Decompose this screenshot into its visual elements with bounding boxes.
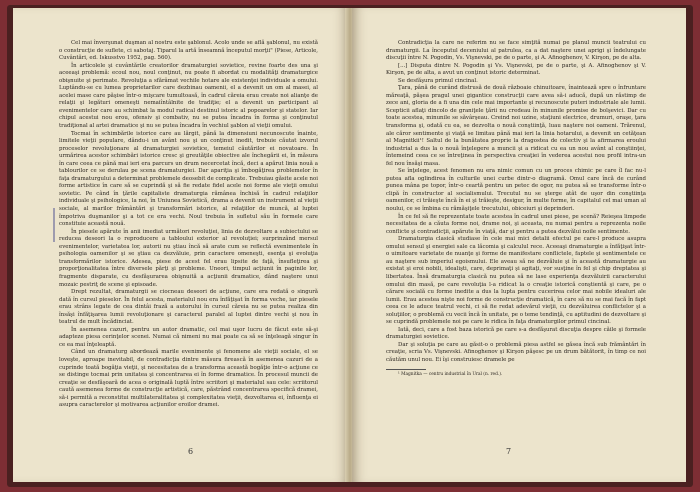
left-page xyxy=(13,8,348,482)
paragraph: Când un dramaturg abordează marile evenimente şi fenomene ale vieţii sociale, el se loveşte, aproape inevitabil, de contradicţia dintre măsura firească în asemenea cazuri de a cuprinde toată bogăţia vieţii, şi necesitatea de a transforma această bogăţie într-o acţiune ce se distinge tocmai prin unitatea şi concentrarea ei în forme dramatice. În procesul muncii de creaţie se desfăşoară de acea o originală luptă între scriitori şi materialul sau cele: scriitorul caută asemenea forme de construcţie artistică, care, păstrând concentrarea specifică dramei, să-i permită a reconstitui multilateralitatea şi complexitatea vieţii, dezvoltarea ei, înfluenţa ei asupra caracterelor şi motivarea acţiunilor eroilor dramei. xyxy=(59,349,318,409)
paragraph: Dar şi soluţia pe care au găsit-o o problemă piesa astfel se găsea încă sub frământări în creaţie, scria Vs. Vişnevski. Afinoghenov şi Kirşon păşesc pe un drum bătătorit, în timp ce noi căutăm unul nou. Ei îşi construiesc dramele pe xyxy=(386,341,646,363)
right-page xyxy=(352,8,686,482)
open-book xyxy=(7,5,693,487)
paragraph: Dramaturgia clasică studiase în cele mai mici detalii efectul pe care-l produce asupra omului sensul şi energiei sale ca lăcomia şi calculul rece. Aceeaşi dramaturgie a înfăţişat într-o uimitoare varietate de nuanţe şi forme de manifestare conflictele, faptele şi sentimentele ce au naştere sub imperiul egoismului. Ele aveau să ne dezvăluie şi în această dramaturgie au existat şi eroi nobili, idealişti, care, deprimaţi şi agitaţi, vor susţine în fel şi chip dreptatea şi libertatea. Însă dramaturgia clasică nu putea să ne lase experienţa dezvăluirii caracterului omului din masă, pe care revoluţia l-a ridicat la o creaţie istorică conştientă şi care, pe o cărare socială cu forme inedite a dus la lupta pentru cucerirea celor mai nobile idealuri ale lumii. Erau acestea nişte noi forme de construcţie dramatică, în care să nu se mai facă în fapt ceea ce le aduce teatrul vechi, ci să fie redat adevărul vieţii, cu dezvăluirea conflictelor şi a soluţiilor, o problemă cu vecii încă în unitate, pe o teme tendinţă, cu aptitudini de dezvoltare şi se cuprindă problemele noi pe care le ridica în faţa dramaturgilor primul cincinal. xyxy=(386,236,646,326)
paragraph: Tocmai în schimbările istorice care au lărgit, până la dimensiuni necunoscute înainte, limitele vieţii populare, dându-i un avânt nou şi un conţinut inedit, trebuie căutat izvorul proceselor revoluţionare al dramaturgiei sovietice, temeiul căutărilor ei novatoare. În urmărirea acestor schimbări istorice cresc şi greutăţile obiective ale închegării ei, în măsura în care ceea ce până mai ieri era parcurs un drum necercetat încă, deci a apărut linia nouă a tablourilor ce se derulau pe scena dramaturgiei. Dar apariţia şi îmbogăţirea problemelor în faţa dramaturgului a determinat problemele deosebit de complicate. Trebuiau găsite acele noi forme artistice în care să se cuprindă şi să fie redate fidel acele noi forme ale vieţii omului sovietic. Pe când în ţările capitaliste dramaturgia rămânea închisă în cadrul relaţiilor individuale şi psihologice, la noi, în Uniunea Sovietică, drama a devenit un instrument al vieţii sociale, al marilor frământări şi transformări istorice, al relaţiilor de muncă, al luptei împotriva duşmanilor şi a tot ce era vechi. Noul trebuia în sufletul său în formele care constituie această nouă. xyxy=(59,130,318,228)
paragraph: [...] Disputa dintre N. Pogodin şi Vs. Vişnevski, pe de o parte, şi A. Afinoghenov şi V. Kirşon, pe de alta, a avut un conţinut istoric determinat. xyxy=(386,62,646,77)
paragraph: În piesele apărute în anii imediat următori revoluţiei, linia de dezvoltare a subiectului se reducea deseori la o reproducere a tabloului exterior al revoluţiei; surprinzând mersul evenimentelor, varietatea lor, autorii nu ştiau încă să arate cum se reflectă evenimentele în psihologia oamenilor şi se ştiau ca dezvăluie, prin caractere omeneşti, esenţa şi evoluţia transformărilor istorice. Adesea, piese de acest fel erau lipsite de faţă, însufleţirea şi proporţionalitatea între diversele părţi şi probleme. Uneori, timpul acţiunii în paginile lor, fragmente disparate, cu desfăşurarea obişnuită a acţiunii dramatice, dând naştere unui mozaic pestriţ de scene şi episoade. xyxy=(59,228,318,288)
footnote: ¹ Magnitka — centru industrial în Ural (n. red.). xyxy=(398,371,503,377)
paragraph: În articolele şi cuvântările creatorilor dramaturgiei sovietice, revine foarte des una şi aceeaşi problemă: ecoul nou, noul conţinut, nu poate fi abordat cu modalităţi dramaturgice obişnuite şi perimate. Revoluţia a sfărâmat vechile hotare ale existenţei individuale a omului. Luptându-se cu lumea proprietarilor care dezbinau oamenii, el a devenit un om al masei, al acelei mase care păşise într-o mişcare tumultoasă, în cadrul căreia erau create noi alianţe de relaţii şi legături omeneşti nemaiîntâlnite de tradiţie; el a devenit un participant al evenimentelor care au schimbat la modul radical destinul istoric al popoarelor şi statelor. Iar chipul acestui nou erou, ofensiv şi combativ, nu se putea încadra în forma şi conţinutul tradiţional al artei dramatice şi nu se putea încadra în vechiul şablon al vieţii omului. xyxy=(59,62,318,130)
paragraph: Drept rezultat, dramaturgii se ciocneau deseori de acţiune, care era redată o singură dată în cursul pieselor. În felul acesta, materialul nou era înfăţişat în forma veche, iar piesele erau strâns legate de cea dintâi frază a autorului în cursul căreia nu se putea realiza din însăşi înfăţişarea lumii revoluţionare şi caracterul paralel al luptei dintre vechi şi nou în teatrul de mult încădinciat. xyxy=(59,289,318,326)
paragraph: Se înţelege, acest fenomen nu era nimic comun cu un proces chimic pe care îl fac nu-l putea afla oglindirea în culturile unei curbe dintr-o diagramă. Omul care încă de curând punea mâna pe topor, într-o ceartă pentru un petec de ogor, nu putea să se transforme într-o clipă în constructor al socialismului. Trecutul nu se şterge atât de uşor din conştiinţa oamenilor, ci trăieşte încă în ei şi trăieşte, desigur, în multe forme, în capitalul cel mai uman al noului, ce se îmbina cu rămăşiţele trecutului, obiceiuri şi deprinderi. xyxy=(386,168,646,213)
paragraph: Ţara, până de curând distrusă de două războaie chinuitoare, înaintează spre o înfruntare măreaţă, păşea pragul unei gigantice construcţii care avea să-i aducă, după un răstimp de zece ani, gloria de a fi una din cele mai importante şi recunoscute puteri industriale ale lumii. Scepticii aflaţi dincolo de graniţele ţării nu credeau în minunile promise de bolşevici. Dar cu toate acestea, minunile se săvârşeau. Creind noi uzine, staţiuni electrice, drumuri, oraşe, ţara transforma şi, odată cu ea, se dezvolta o nouă conştiinţă, luau naştere noi oameni. Trărenul, ale căror sentimente şi viaţă se limitau până mai ieri la linia hotarului, a devenit un cetăţean al Magnitkii¹! Saltul de la bunătatea proprie la dragostea de colectiv şi la afirmarea eroului industrial a dus la o nouă înţelegere a muncii şi a ridicat cu ea un nou avânt al conştiinţei, întemeind ceea ce se întreţinea în perspectiva creaţiei în vederea acestui nou profil intra-un fel nou însăşi masa. xyxy=(386,85,646,167)
paragraph: În ce fel să fie reprezentate toate acestea în cadrul unei piese, pe scenă? Reieşea limpede necesitatea de a căuta forme noi, drame noi, şi aceasta, nu numai pentru a reprezenta noile conflicte şi contradicţii, apărute în viaţă, dar şi pentru a putea dezvălui noile sentimente. xyxy=(386,213,646,235)
paragraph: Cel mai înverşunat duşman al nostru este şablonul. Acolo unde se află şablonul, nu există o construcţie de suflete, ci sabotaj. Tiparul la artă înseamnă începutul morţii" (Piese, Articole, Cuvântări, ed. Iskusstvo 1952, pag. 560). xyxy=(59,40,318,62)
page-number-right: 7 xyxy=(506,447,512,456)
right-page-text xyxy=(386,40,646,438)
left-page-text xyxy=(59,40,318,438)
footnote-rule xyxy=(386,369,426,370)
paragraph: În asemenea cazuri, pentru un autor dramatic, cel mai uşor lucru de făcut este să-şi adapteze piesa cerinţelor scenei. Numai că nimeni nu mai poate ca să se înţeleagă singur în ce ea mai înţeleaptă. xyxy=(59,326,318,348)
pencil-margin-mark xyxy=(53,208,55,242)
paragraph: Contradicţia la care ne referim nu se face simţită numai pe planul muncii teatrului cu dramaturgii. La începutul deceniului al patrulea, ca a dat naştere unei aprigi şi îndelungate discuţii între N. Pogodin, Vs. Vişnevski, pe de o parte, şi A. Afinoghenov, V. Kirşon, pe de alta. xyxy=(386,40,646,62)
paragraph: Iată, deci, care a fost baza istorică pe care s-a desfăşurat discuţia despre căile şi formele dramaturgiei sovietice. xyxy=(386,326,646,341)
page-number-left: 6 xyxy=(188,447,194,456)
paragraph: Se desfăşura primul cincinal. xyxy=(398,77,478,84)
